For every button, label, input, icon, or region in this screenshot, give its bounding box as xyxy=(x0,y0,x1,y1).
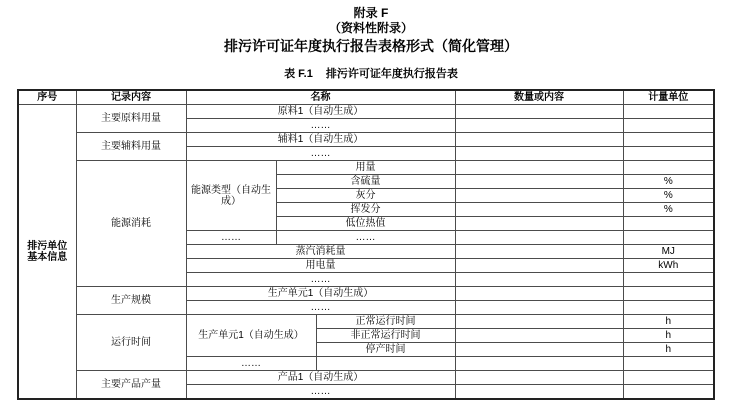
table-row xyxy=(18,161,714,175)
cell-aux-material-ellipsis: …… xyxy=(186,147,455,161)
cell-unit-empty xyxy=(623,133,714,147)
appendix-title: 附录 F xyxy=(353,6,389,20)
cell-unit-value: % xyxy=(623,175,714,189)
cell-production-scale-label: 生产规模 xyxy=(76,287,186,315)
cell-quantity-empty xyxy=(455,203,623,217)
cell-quantity-empty xyxy=(455,329,623,343)
cell-quantity-empty xyxy=(455,245,623,259)
cell-raw-material-label: 主要原料用量 xyxy=(76,105,186,133)
header-record-content: 记录内容 xyxy=(76,90,186,105)
cell-energy-heat-value: 低位热值 xyxy=(276,217,455,231)
cell-unit-empty xyxy=(623,119,714,133)
header-unit-of-measure: 计量单位 xyxy=(623,90,714,105)
cell-unit-empty xyxy=(623,371,714,385)
table-row xyxy=(18,105,714,119)
cell-energy-type-ellipsis: …… xyxy=(186,231,276,245)
cell-quantity-empty xyxy=(455,175,623,189)
cell-quantity-empty xyxy=(455,371,623,385)
cell-unit-value: % xyxy=(623,203,714,217)
table-caption-number: 表 F.1 xyxy=(284,68,313,80)
cell-energy-volatile: 挥发分 xyxy=(276,203,455,217)
cell-unit-empty xyxy=(623,231,714,245)
cell-energy-ash: 灰分 xyxy=(276,189,455,203)
cell-product-ellipsis: …… xyxy=(186,385,455,400)
cell-abnormal-operating-time: 非正常运行时间 xyxy=(316,329,455,343)
cell-unit-value: % xyxy=(623,189,714,203)
cell-unit-value xyxy=(623,161,714,175)
cell-operating-production-unit: 生产单元1（自动生成） xyxy=(186,315,316,357)
cell-quantity-empty xyxy=(455,357,623,371)
cell-unit-value: h xyxy=(623,329,714,343)
cell-aux-material-item: 辅料1（自动生成） xyxy=(186,133,455,147)
cell-raw-material-item: 原料1（自动生成） xyxy=(186,105,455,119)
cell-unit-empty xyxy=(623,301,714,315)
cell-steam-consumption: 蒸汽消耗量 xyxy=(186,245,455,259)
cell-quantity-empty xyxy=(455,147,623,161)
cell-unit-empty xyxy=(623,385,714,400)
cell-quantity-empty xyxy=(455,259,623,273)
cell-shutdown-time: 停产时间 xyxy=(316,343,455,357)
document-title: 排污许可证年度执行报告表格形式（简化管理） xyxy=(224,38,518,54)
cell-product-item: 产品1（自动生成） xyxy=(186,371,455,385)
document-header xyxy=(0,0,742,55)
cell-unit-basic-info-group: 排污单位基本信息 xyxy=(18,105,76,400)
cell-energy-label: 能源消耗 xyxy=(76,161,186,287)
cell-quantity-empty xyxy=(455,231,623,245)
header-serial-number: 序号 xyxy=(18,90,76,105)
cell-energy-usage: 用量 xyxy=(276,161,455,175)
table-header-row xyxy=(18,90,714,105)
cell-electricity-consumption: 用电量 xyxy=(186,259,455,273)
cell-quantity-empty xyxy=(455,273,623,287)
cell-unit-value xyxy=(623,217,714,231)
cell-quantity-empty xyxy=(455,133,623,147)
cell-operating-time-ellipsis: …… xyxy=(186,357,316,371)
cell-operating-time-label: 运行时间 xyxy=(76,315,186,371)
appendix-subtitle: （资料性附录） xyxy=(328,21,413,35)
cell-unit-empty xyxy=(623,147,714,161)
table-caption-text: 排污许可证年度执行报告表 xyxy=(325,68,458,80)
cell-name-empty xyxy=(316,357,455,371)
cell-quantity-empty xyxy=(455,385,623,400)
cell-unit-empty xyxy=(623,105,714,119)
cell-energy-type: 能源类型（自动生成） xyxy=(186,161,276,231)
table-row xyxy=(18,371,714,385)
cell-quantity-empty xyxy=(455,343,623,357)
table-row xyxy=(18,287,714,301)
cell-quantity-empty xyxy=(455,315,623,329)
cell-unit-value: h xyxy=(623,315,714,329)
cell-energy-sulfur: 含硫量 xyxy=(276,175,455,189)
cell-raw-material-ellipsis: …… xyxy=(186,119,455,133)
cell-quantity-empty xyxy=(455,189,623,203)
cell-quantity-empty xyxy=(455,301,623,315)
cell-unit-value: h xyxy=(623,343,714,357)
cell-quantity-empty xyxy=(455,119,623,133)
cell-unit-empty xyxy=(623,287,714,301)
header-name: 名称 xyxy=(186,90,455,105)
cell-quantity-empty xyxy=(455,105,623,119)
cell-unit-value: MJ xyxy=(623,245,714,259)
cell-quantity-empty xyxy=(455,217,623,231)
table-row xyxy=(18,315,714,329)
cell-energy-item-ellipsis: …… xyxy=(276,231,455,245)
cell-production-scale-ellipsis: …… xyxy=(186,301,455,315)
cell-quantity-empty xyxy=(455,161,623,175)
cell-product-label: 主要产品产量 xyxy=(76,371,186,400)
cell-quantity-empty xyxy=(455,287,623,301)
annual-report-table xyxy=(17,89,715,400)
cell-unit-empty xyxy=(623,273,714,287)
table-row xyxy=(18,133,714,147)
cell-production-unit-item: 生产单元1（自动生成） xyxy=(186,287,455,301)
cell-unit-empty xyxy=(623,357,714,371)
cell-unit-value: kWh xyxy=(623,259,714,273)
header-quantity-or-content: 数量或内容 xyxy=(455,90,623,105)
table-caption xyxy=(0,65,742,81)
cell-aux-material-label: 主要辅料用量 xyxy=(76,133,186,161)
cell-normal-operating-time: 正常运行时间 xyxy=(316,315,455,329)
cell-energy-ellipsis: …… xyxy=(186,273,455,287)
